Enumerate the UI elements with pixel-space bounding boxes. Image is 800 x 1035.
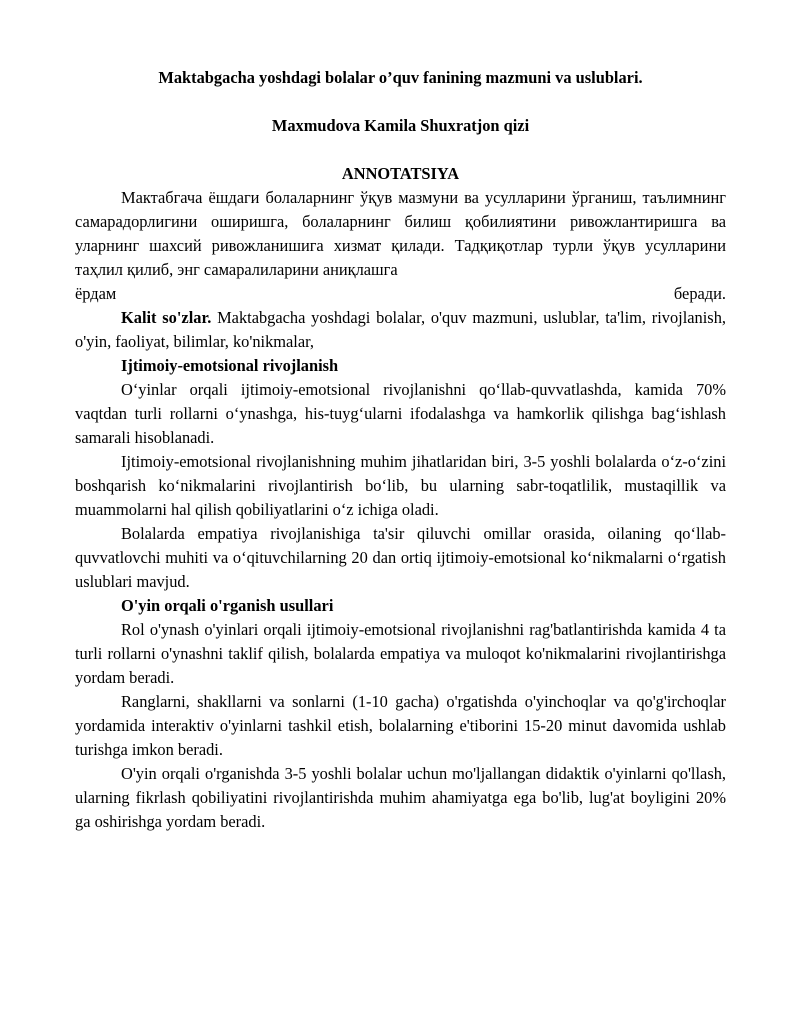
keywords-paragraph xyxy=(75,306,726,354)
section-heading-social-emotional: Ijtimoiy-emotsional rivojlanish xyxy=(121,356,339,375)
section-1-paragraph: Ijtimoiy-emotsional rivojlanishning muhim jihatlaridan biri, 3-5 yoshli bolalarda o‘z-o‘zini boshqarish ko‘nikmalarini rivojlantirish bo‘lib, bu ularning sabr-toqatlilik, mustaqillik va muammolarni hal qilish qobiliyatlarini o‘z ichiga oladi. xyxy=(75,452,726,519)
section-1-paragraph: O‘yinlar orqali ijtimoiy-emotsional rivojlanishni qo‘llab-quvvatlashda, kamida 70% vaqtdan turli rollarni o‘ynashga, his-tuyg‘ularni ifodalashga va hamkorlik qilishga bag‘ishlash samarali hisoblanadi. xyxy=(75,380,726,447)
section-2-paragraph: Ranglarni, shakllarni va sonlarni (1-10 gacha) o'rgatishda o'yinchoqlar va qo'g'irchoqlar yordamida interaktiv o'yinlarni tashkil etish, bolalarning e'tiborini 15-20 minut davomida ushlab turishga imkon beradi. xyxy=(75,692,726,759)
section-2-paragraph: Rol o'ynash o'yinlari orqali ijtimoiy-emotsional rivojlanishni rag'batlantirishda kamida 4 ta turli rollarni o'ynashni taklif qilish, bolalarda empatiya va muloqot ko'nikmalarini rivojlantirishga yordam beradi. xyxy=(75,620,726,687)
section-heading-play-learning: O'yin orqali o'rganish usullari xyxy=(121,596,334,615)
annotation-heading: ANNOTATSIYA xyxy=(341,164,460,183)
document-page xyxy=(75,66,726,834)
document-title: Maktabgacha yoshdagi bolalar o’quv fanining mazmuni va uslublari. xyxy=(158,68,643,87)
author-name: Maxmudova Kamila Shuxratjon qizi xyxy=(271,116,530,135)
keywords-label: Kalit so'zlar. xyxy=(121,308,212,327)
keywords-text: Maktabgacha yoshdagi bolalar, o'quv mazmuni, uslublar, ta'lim, rivojlanish, o'yin, faoliyat, bilimlar, ko'nikmalar, xyxy=(75,308,726,351)
annotation-last-right: беради. xyxy=(673,284,726,303)
annotation-last-left: ёрдам xyxy=(75,284,117,303)
annotation-last-line xyxy=(75,282,726,306)
annotation-paragraph: Мактабгача ёшдаги болаларнинг ўқув мазмуни ва усулларини ўрганиш, таълимнинг самарадорлигини оширишга, болаларнинг билиш қобилиятини ривожлантиришга ва уларнинг шахсий ривожланишига хизмат қилади. Тадқиқотлар турли ўқув усулларини таҳлил қилиб, энг самаралиларини аниқлашга xyxy=(75,188,726,279)
section-1-paragraph: Bolalarda empatiya rivojlanishiga ta'sir qiluvchi omillar orasida, oilaning qo‘llab-quvvatlovchi muhiti va o‘qituvchilarning 20 dan ortiq ijtimoiy-emotsional ko‘nikmalarni o‘rgatish uslublari mavjud. xyxy=(75,524,726,591)
section-2-paragraph: O'yin orqali o'rganishda 3-5 yoshli bolalar uchun mo'ljallangan didaktik o'yinlarni qo'llash, ularning fikrlash qobiliyatini rivojlantirishda muhim ahamiyatga ega bo'lib, lug'at boyligini 20% ga oshirishga yordam beradi. xyxy=(75,764,726,831)
